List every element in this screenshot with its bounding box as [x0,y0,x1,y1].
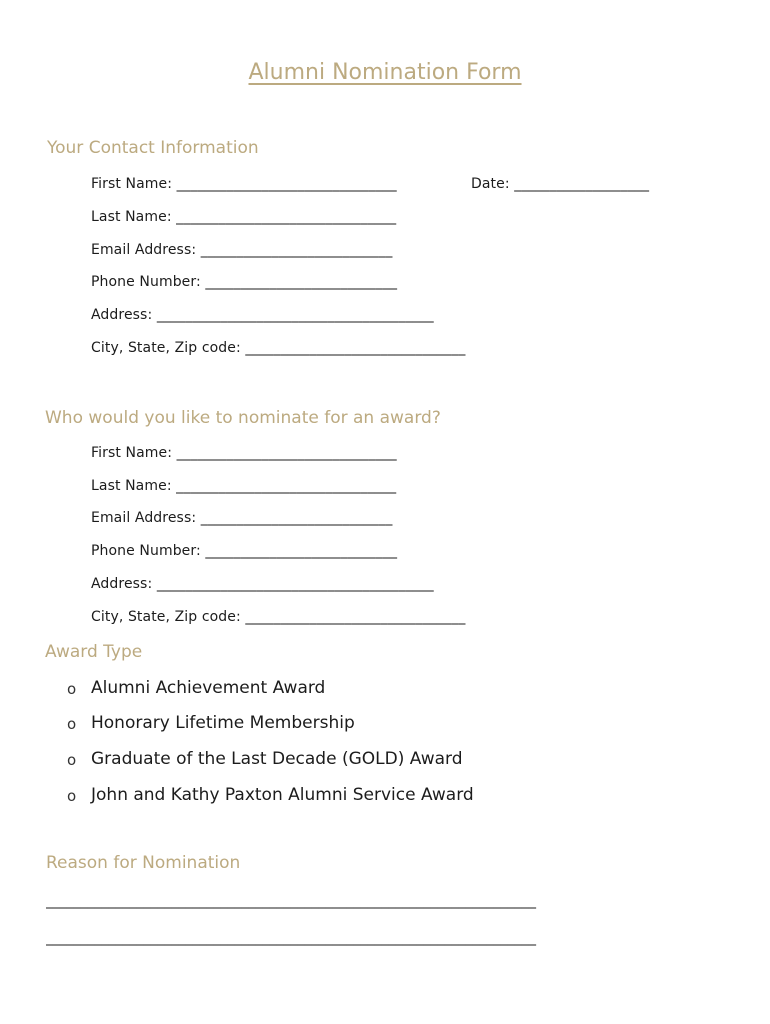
form-title: Alumni Nomination Form [248,60,522,85]
reason-line-2[interactable]: ______________________________________________________________________ [46,930,536,946]
award-type-heading: Award Type [45,642,143,662]
reason-heading: Reason for Nomination [46,853,241,873]
radio-circle-icon[interactable]: o [67,715,77,733]
contact-city-state-zip-field[interactable]: City, State, Zip code: _______________________________ [91,340,466,356]
radio-circle-icon[interactable]: o [67,751,77,769]
award-option-label: Graduate of the Last Decade (GOLD) Award [91,749,463,769]
contact-date-field[interactable]: Date: ___________________ [471,176,650,192]
nominee-address-field[interactable]: Address: _______________________________________ [91,576,434,592]
nominee-email-field[interactable]: Email Address: ___________________________ [91,510,393,526]
contact-section-heading: Your Contact Information [47,138,259,158]
contact-phone-field[interactable]: Phone Number: ___________________________ [91,274,398,290]
contact-last-name-field[interactable]: Last Name: _______________________________ [91,209,397,225]
award-option-label: John and Kathy Paxton Alumni Service Award [91,785,474,805]
radio-circle-icon[interactable]: o [67,680,77,698]
award-option-label: Honorary Lifetime Membership [91,713,355,733]
contact-email-field[interactable]: Email Address: ___________________________ [91,242,393,258]
radio-circle-icon[interactable]: o [67,787,77,805]
award-option-label: Alumni Achievement Award [91,678,326,698]
nominee-last-name-field[interactable]: Last Name: _______________________________ [91,478,397,494]
nominee-section-heading: Who would you like to nominate for an award? [45,408,441,428]
reason-line-1[interactable]: ______________________________________________________________________ [46,893,536,909]
nominee-phone-field[interactable]: Phone Number: ___________________________ [91,543,398,559]
nominee-city-state-zip-field[interactable]: City, State, Zip code: _______________________________ [91,609,466,625]
contact-address-field[interactable]: Address: _______________________________________ [91,307,434,323]
contact-first-name-field[interactable]: First Name: _______________________________ [91,176,397,192]
nominee-first-name-field[interactable]: First Name: _______________________________ [91,445,397,461]
